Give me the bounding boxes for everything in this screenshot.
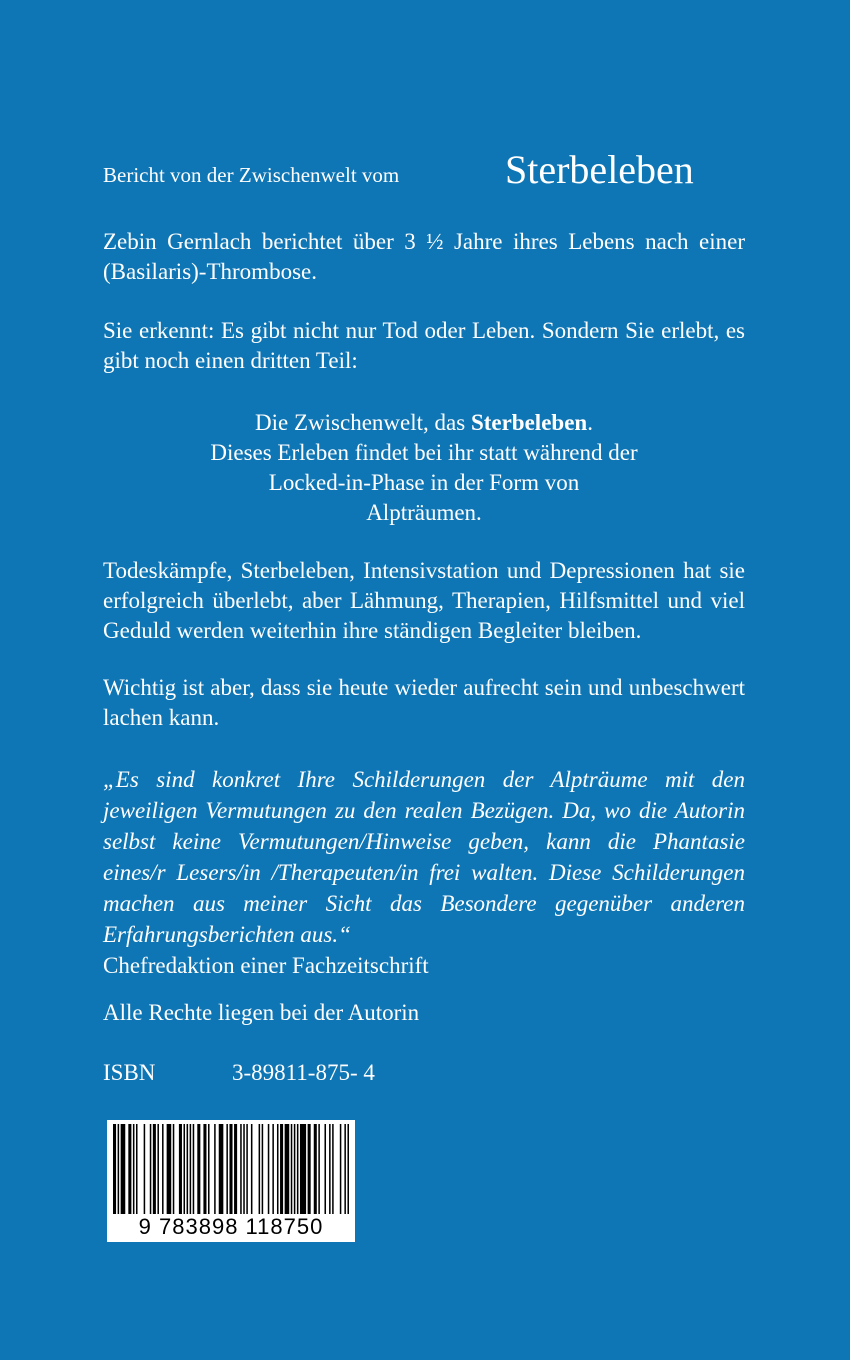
barcode-bar	[113, 1124, 116, 1214]
barcode	[107, 1120, 355, 1242]
barcode-bar	[272, 1124, 274, 1214]
barcode-bar	[329, 1124, 331, 1214]
barcode-bar	[118, 1124, 120, 1214]
header-subtitle: Bericht von der Zwischenwelt vom	[103, 163, 400, 187]
barcode-bar	[144, 1124, 146, 1214]
summary-paragraph: Todeskämpfe, Sterbeleben, Intensivstation und Depressionen hat sie erfolgreich überlebt, aber Lähmung, Therapien, Hilfsmittel und viel Geduld werden weiterhin ihre ständigen Begleiter bleiben.	[103, 558, 745, 643]
barcode-bar	[259, 1124, 261, 1214]
barcode-bar	[243, 1124, 245, 1214]
barcode-bar	[226, 1124, 228, 1214]
barcode-bar	[340, 1124, 342, 1214]
barcode-bar	[136, 1124, 138, 1214]
barcode-bar	[314, 1124, 317, 1214]
barcode-bar	[214, 1124, 216, 1214]
rights-notice: Alle Rechte liegen bei der Autorin	[103, 1000, 420, 1025]
intro-paragraph: Zebin Gernlach berichtet über 3 ½ Jahre ihres Lebens nach einer (Basilaris)-Thrombose.	[103, 229, 745, 284]
barcode-bar	[344, 1124, 346, 1214]
center-line-1-prefix: Die Zwischenwelt, das	[255, 410, 471, 435]
isbn-label: ISBN	[103, 1060, 156, 1085]
barcode-bar	[280, 1124, 283, 1214]
quote-text: „Es sind konkret Ihre Schilderungen der Alpträume mit den jeweiligen Vermutungen zu den realen Bezügen. Da, wo die Autorin selbst keine Vermutungen/Hinweise geben, kann die Phantasie eines/r Lesers/in /Therapeuten/in frei walten. Diese Schilderungen machen aus meiner Sicht das Besondere gegenüber anderen Erfahrungsberichten aus.“	[103, 767, 745, 947]
barcode-bar	[318, 1124, 320, 1214]
barcode-bar	[193, 1124, 195, 1214]
barcode-bar	[294, 1124, 296, 1214]
barcode-bar	[297, 1124, 299, 1214]
barcode-bar	[219, 1124, 224, 1214]
barcode-bar	[173, 1124, 175, 1214]
barcode-bar	[300, 1124, 306, 1214]
barcode-bar	[197, 1124, 200, 1214]
barcode-bar	[240, 1124, 242, 1214]
barcode-bar	[308, 1124, 311, 1214]
barcode-bar	[133, 1124, 135, 1214]
book-title: Sterbeleben	[505, 147, 694, 192]
barcode-bar	[167, 1124, 172, 1214]
barcode-bar	[262, 1124, 264, 1214]
barcode-bar	[291, 1124, 293, 1214]
barcode-bar	[190, 1124, 192, 1214]
barcode-bar	[162, 1124, 164, 1214]
barcode-bar	[121, 1124, 126, 1214]
barcode-bar	[150, 1124, 152, 1214]
statement-paragraph: Sie erkennt: Es gibt nicht nur Tod oder Leben. Sondern Sie erlebt, es gibt noch einen dritten Teil:	[103, 318, 745, 373]
quote-source: Chefredaktion einer Fachzeitschrift	[103, 953, 429, 978]
barcode-bar	[332, 1124, 334, 1214]
barcode-bar	[183, 1124, 185, 1214]
center-line-1	[103, 408, 745, 438]
isbn-number: 3-89811-875- 4	[232, 1060, 375, 1085]
center-line-1-bold: Sterbeleben	[470, 410, 588, 435]
quote-block	[103, 764, 745, 981]
center-line-4: Alpträumen.	[366, 500, 482, 525]
barcode-digits: 9 783898 118750	[138, 1214, 324, 1239]
center-line-2: Dieses Erleben findet bei ihr statt während der	[210, 440, 638, 465]
barcode-bar	[153, 1124, 156, 1214]
barcode-bar	[203, 1124, 206, 1214]
center-line-3: Locked-in-Phase in der Form von	[268, 470, 580, 495]
barcode-bar	[157, 1124, 159, 1214]
barcode-bar	[277, 1124, 279, 1214]
barcode-bar	[251, 1124, 253, 1214]
barcode-bar	[324, 1124, 326, 1214]
barcode-bar	[187, 1124, 189, 1214]
barcode-bar	[128, 1124, 131, 1214]
barcode-bar	[268, 1124, 270, 1214]
barcode-bar	[229, 1124, 232, 1214]
barcode-bar	[285, 1124, 290, 1214]
barcode-bar	[246, 1124, 248, 1214]
barcode-bar	[347, 1124, 349, 1214]
center-block	[103, 408, 745, 528]
barcode-bars	[107, 1120, 355, 1216]
center-line-1-suffix: .	[587, 410, 593, 435]
barcode-bar	[208, 1124, 210, 1214]
barcode-bar	[234, 1124, 237, 1214]
summary-paragraph-2: Wichtig ist aber, dass sie heute wieder aufrecht sein und unbeschwert lachen kann.	[103, 675, 745, 730]
barcode-bar	[179, 1124, 182, 1214]
